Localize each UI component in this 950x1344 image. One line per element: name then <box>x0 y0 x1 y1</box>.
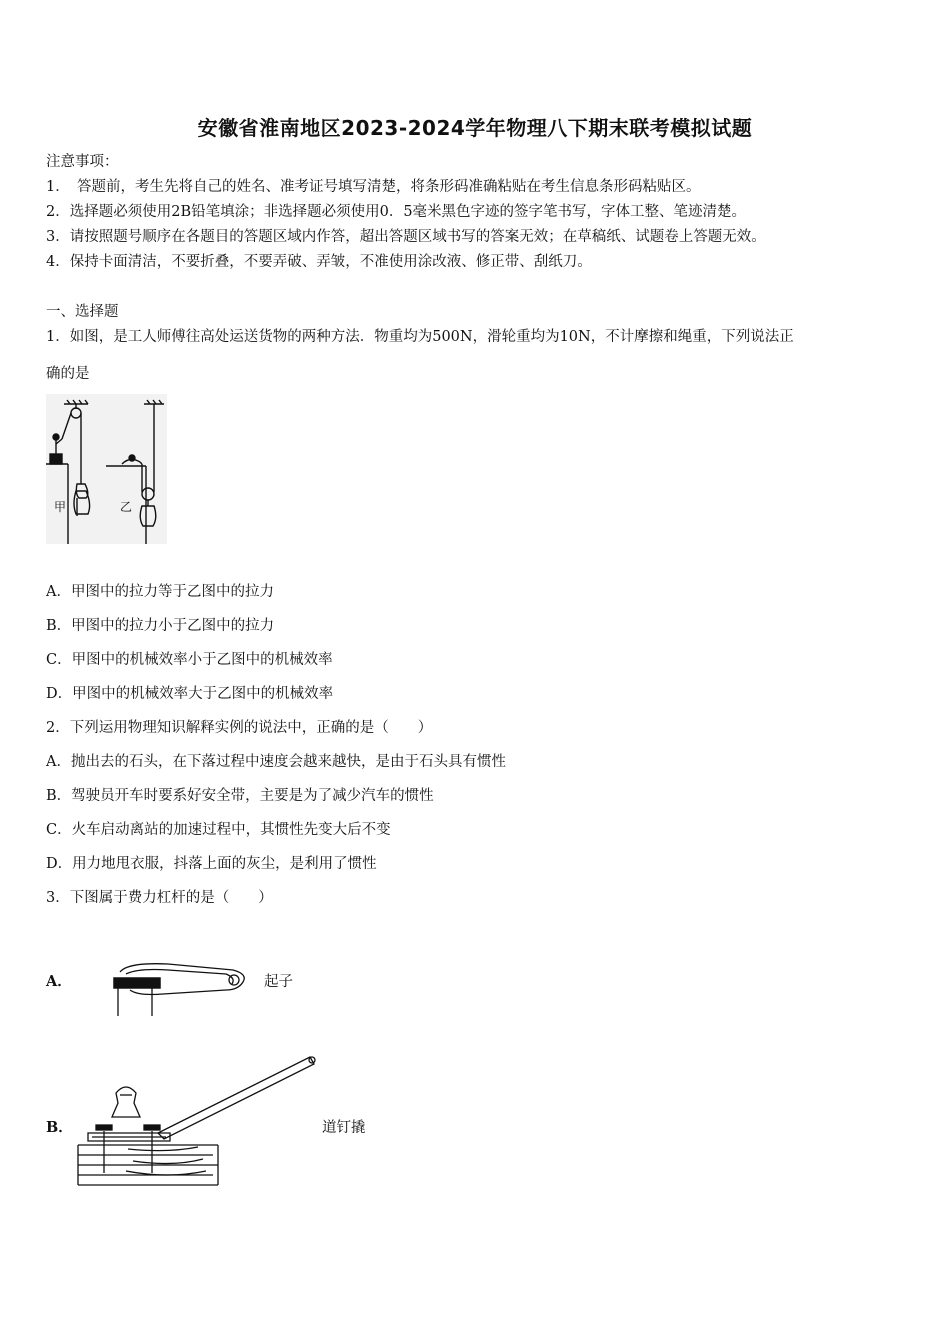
q3-stem: 3．下图属于费力杠杆的是（ ） <box>46 890 273 906</box>
notice-item-2: 2．选择题必须使用2B铅笔填涂；非选择题必须使用0．5毫米黑色字迹的签字笔书写，字体工整、笔迹清楚。 <box>46 204 747 220</box>
q2-option-a: A．抛出去的石头，在下落过程中速度会越来越快，是由于石头具有惯性 <box>46 754 506 770</box>
notice-item-1: 1． 答题前，考生先将自己的姓名、准考证号填写清楚，将条形码准确粘贴在考生信息条形码粘贴区。 <box>46 179 701 195</box>
q1-option-c: C．甲图中的机械效率小于乙图中的机械效率 <box>46 652 333 668</box>
q2-stem: 2．下列运用物理知识解释实例的说法中，正确的是（ ） <box>46 720 433 736</box>
figure-label-jia: 甲 <box>54 500 67 514</box>
spike-puller-figure <box>78 1055 323 1190</box>
q1-option-d: D．甲图中的机械效率大于乙图中的机械效率 <box>46 686 334 702</box>
figure-label-yi: 乙 <box>120 500 133 514</box>
section-heading: 一、选择题 <box>46 304 119 320</box>
notice-item-3: 3．请按照题号顺序在各题目的答题区域内作答，超出答题区域书写的答案无效；在草稿纸、试题卷上答题无效。 <box>46 229 766 245</box>
notice-item-4: 4．保持卡面清洁，不要折叠，不要弄破、弄皱，不准使用涂改液、修正带、刮纸刀。 <box>46 254 592 270</box>
pulley-diagram <box>46 394 167 544</box>
pulley-figure <box>46 394 167 544</box>
q1-option-a: A．甲图中的拉力等于乙图中的拉力 <box>46 584 274 600</box>
notice-heading: 注意事项： <box>46 154 119 170</box>
q3-option-a-label: A． <box>46 973 72 990</box>
page-title: 安徽省淮南地区2023-2024学年物理八下期末联考模拟试题 <box>197 116 753 140</box>
bottle-opener-figure <box>108 960 258 1018</box>
q3-option-b-caption: 道钉撬 <box>322 1120 366 1136</box>
q2-option-c: C．火车启动离站的加速过程中，其惯性先变大后不变 <box>46 822 391 838</box>
q2-option-d: D．用力地甩衣服，抖落上面的灰尘，是利用了惯性 <box>46 856 377 872</box>
q1-stem-line2: 确的是 <box>46 366 90 382</box>
q3-option-a-caption: 起子 <box>264 974 293 990</box>
q3-option-b-label: B． <box>46 1119 73 1136</box>
q1-option-b: B．甲图中的拉力小于乙图中的拉力 <box>46 618 275 634</box>
q2-option-b: B．驾驶员开车时要系好安全带，主要是为了减少汽车的惯性 <box>46 788 434 804</box>
q1-stem-line1: 1．如图，是工人师傅往高处运送货物的两种方法．物重均为500N，滑轮重均为10N，不计摩擦和绳重，下列说法正 <box>46 329 794 345</box>
